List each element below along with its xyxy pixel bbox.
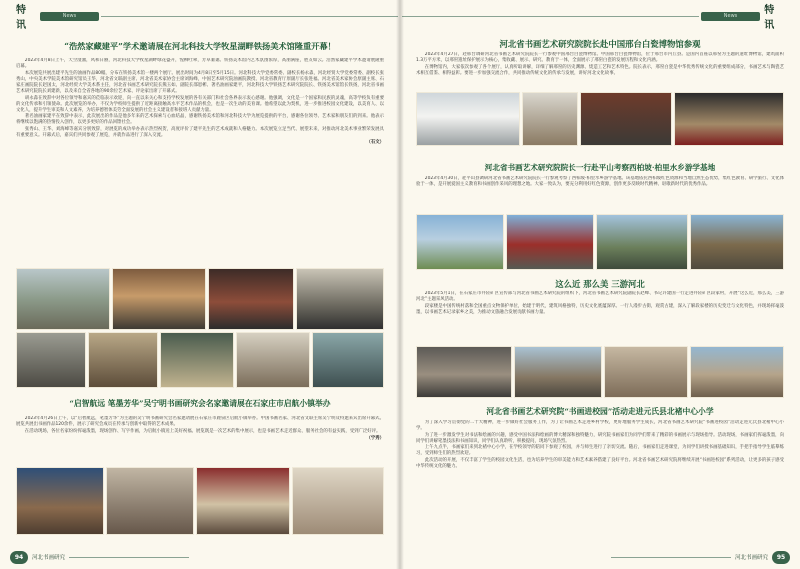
right-footer [611, 550, 790, 564]
header-rule [402, 16, 699, 17]
article-1-paragraph: 张秀山、王华、刘海峰等嘉宾分别致辞，对展览的成功举办表示热烈祝贺，高度评价了建平先生的艺术成就和人格魅力。本次展览立足当代、展望未来，对推动河北美术事业繁荣发展具有重要意义。开幕式后，嘉宾们共同参观了展览，并就作品进行了深入交流。 [16, 127, 384, 139]
exhibition-photo [160, 332, 234, 388]
right-page [400, 0, 800, 569]
article-6-paragraph: 上午九点半，书画家们来到北褚中心小学，在学校领导的陪同下参观了校园，并与师生进行了亲切交流。随后，书画家们走进课堂，为同学们讲授书画基础知识，手把手指导学生临摹练习，受到师生们的热烈欢迎。 [416, 445, 784, 457]
event-photo [292, 467, 384, 535]
article-5-paragraph: 段家楼是中国传统村落和全国重点文物保护单位，始建于明代，建筑风格独特，历史文化底蕴深厚。一行人漫步古街，观赏古建，深入了解段家楼的历史变迁与文化特色，并现场挥毫泼墨，以书画艺术记录家乡之美，为推动文旅融合发展贡献书画力量。 [416, 303, 784, 315]
left-header [12, 5, 400, 31]
article-6-title: 河北省书画艺术研究院“书画进校园”活动走进元氏县北褚中心小学 [486, 407, 714, 416]
article-5-paragraph: 2023年5月1日，在石家庄市井陉矿区宣传部与河北省书画艺术研究院的组织下，河北省书画艺术研究院副院长赵峰、书记许建国一行走进井陉矿区段家村，开展“这么近，那么美，三游河北”主题采风活动。 [416, 291, 784, 303]
exhibition-photo [312, 332, 384, 388]
scenic-photo [416, 346, 512, 398]
header-rule [101, 16, 398, 17]
page-number: 94 [10, 551, 28, 564]
article-1-paragraph: 著名油画家建平在致辞中表示，此次展出的作品是他多年来的艺术探索与心血结晶，感谢铁扬美术馆和河北科技大学为展览提供的平台，感谢各位领导、艺术家和朋友们的到来。他表示将继续以饱满的热情投入创作，以更多更好的作品回馈社会。 [16, 114, 384, 126]
article-2-title: “启智航远 笔墨芳华”吴宁明书画研究会名家邀请展在石家庄市启航小镇举办 [69, 399, 331, 408]
exhibition-photo [16, 268, 110, 330]
left-footer [10, 550, 189, 564]
article-3-paragraph: 2023年4月27日，赴邢台调研河北省书画艺术研究院院长一行参观中国邢台白瓷博物馆。中国邢台白瓷博物馆，位于邢台市内丘县。是国内首座以邢窑为主题的遗址博物馆，建筑面积1.3万平方米，以邢窑遗址保护展示为核心，集收藏、展示、研究、教育于一体，全面展示了邢窑白瓷的发展历程和文化内涵。 [416, 52, 784, 64]
article-6-body [416, 420, 784, 544]
article-1-paragraph: 2023年4月8日上午，天空澄澈，风和日丽，河北科技大学牧星湖畔绿花盛开，惺柳吐翠，芳草萋萋。铁扬美术馆内艺术氛围浓厚，高朋满座，胜友如云。浩然家藏建平学术邀请展隆重启幕。 [16, 58, 384, 70]
article-2-paragraph: 2023年4月26日上午，以“启智航远，笔墨芳华”为主题的吴宁明书画研究会名家邀请展在石家庄市鹿泉区启航小镇举办。中国书画名家、河北省文联主席吴宁明及特邀来宾出席开幕式。展览共展出书画作品120余件，展示了研究会成员在传承与创新中取得的艺术成果。 [16, 416, 384, 428]
article-4-paragraph: 2023年4月30日，赴平山县调研河北省书画艺术研究院院长一行参观考察了西柏坡·柏里水乡游学基地。该基地依托西柏坡红色资源和当地自然生态优势，集红色教育、研学旅行、文化体验于一体，是开展爱国主义教育和书画创作采风的理想之地。大家一致认为，要充分利用好红色资源，创作更多反映时代精神、讴歌新时代的优秀作品。 [416, 176, 784, 188]
footer-rule [611, 557, 731, 558]
village-photo [690, 214, 784, 270]
article-3-title: 河北省书画艺术研究院院长赴中国邢台白瓷博物馆参观 [499, 39, 701, 49]
exhibition-photo [236, 332, 310, 388]
article-6-paragraph: 此次活动的开展，不仅丰富了学生的校园文化生活，也为培养学生的审美能力和艺术素养搭建了良好平台。河北省书画艺术研究院将继续开展“书画进校园”系列活动，让更多的孩子感受中华传统文化的魅力。 [416, 458, 784, 470]
section-label: 特讯 [764, 5, 775, 31]
event-photo [106, 467, 194, 535]
header-bar: News [701, 12, 760, 21]
article-3-paragraph: 在博物馆内，大家依次参观了各个展厅，认真听取讲解，详细了解邢窑的历史渊源、烧造工艺和艺术特色。院长表示，邢窑白瓷是中华优秀传统文化的重要组成部分，书画艺术与陶瓷艺术相互借鉴、相得益彰。要进一步加强交流合作，共同推动传统文化的传承与发展，讲好河北文化故事。 [416, 64, 784, 76]
article-6-paragraph: 为了深入学习贯彻党的二十大精神，进一步做好社会服务工作，为了让书画艺术走进乡村学校，更好地服务学生成长，河北省书画艺术研究院“书画进校园”活动走进元氏县北褚中心小学。 [416, 420, 784, 432]
event-photo [16, 467, 104, 535]
article-6-paragraph: 为了进一步激发学生对书法和绘画的兴趣，感受中国书法和绘画的博大精深和独特魅力，研究院书画家们为同学们带来了精彩的书画展示与现场指导。活动现场，书画家们挥毫泼墨，向同学们讲解笔墨技法和书画知识，同学们认真聆听，积极提问，现场气氛热烈。 [416, 432, 784, 444]
article-1-body [16, 58, 384, 264]
magazine-name: 河北书画研究 [734, 555, 768, 561]
article-2-body [16, 416, 384, 464]
scenic-photo [690, 346, 784, 398]
exhibition-photo [88, 332, 158, 388]
article-1-title: “浩然家藏建平”学术邀请展在河北科技大学牧星湖畔铁扬美术馆隆重开幕！ [64, 41, 336, 51]
village-photo [416, 214, 504, 270]
museum-photo [522, 92, 578, 146]
museum-photo [416, 92, 520, 146]
magazine-name: 河北书画研究 [32, 555, 66, 561]
article-1-paragraph: 本次展览共展出建平先生的油画作品80幅，分布在铁扬美术馆一楼两个展厅。展出时间为4月8日至5月15日。河北科技大学党委常委、副校长杨永淼，河北经贸大学党委常委、副校长张秀山，中央美术学院美术馆研究馆员王华，河北省文联副主席、河北省美术家协会主席刘海峰，中国艺术研究院油画院教授、河北省教育厅原副厅长张进福。河北省美术家协会原副主席、石家庄画院院长赵国太，河北经贸大学美术系主任，河北省书画艺术研究院长熊玉如、副院长邵恩彬、著名油画家建平，河北科技大学铁扬艺术研究院院长、铁扬美术馆馆长铁扬，河北省书画艺术研究院院长刘建新，以及来自全省各地的90余位艺术家、评论家出席了开幕式。 [16, 70, 384, 94]
article-4-body [416, 176, 784, 212]
exhibition-photo [296, 268, 384, 330]
page-number: 95 [772, 551, 790, 564]
article-1-signature: （石文） [366, 140, 384, 146]
article-5-title: 这么近 那么美 三游河北 [555, 279, 645, 289]
museum-photo [674, 92, 784, 146]
exhibition-photo [208, 268, 294, 330]
footer-rule [69, 557, 189, 558]
article-2-paragraph: 在活动现场，各位名家纷纷挥毫泼墨，现场创作、写字作画，为启航小镇送上美好祝福。展览既是一次艺术的集中展示，也是书画艺术走近群众、服务社会的有益实践，受到广泛好评。 [24, 428, 381, 434]
article-4-title: 河北省书画艺术研究院院长一行赴平山考察西柏坡·柏里水乡游学基地 [484, 163, 716, 172]
article-2-signature: （宁秀） [366, 435, 384, 441]
header-bar: News [40, 12, 99, 21]
scenic-photo [604, 346, 688, 398]
exhibition-photo [16, 332, 86, 388]
scenic-photo [514, 346, 602, 398]
village-photo [596, 214, 688, 270]
museum-photo [580, 92, 672, 146]
article-5-body [416, 291, 784, 343]
page-gutter [396, 0, 404, 569]
right-header [400, 5, 788, 31]
article-3-body [416, 52, 784, 88]
event-photo [196, 467, 290, 535]
article-1-paragraph: 胡永淼在致辞中对各位领导和嘉宾的莅临表示欢迎，向一直以来关心和支持学校发展的各有关部门和社会各界表示衷心感谢。他强调，文化是一个国家和民族的灵魂，高等学校负有重要的文化传承和引领使命。此次展览的举办，不仅为学校师生提供了近距离接触高水平艺术作品的机会，也是一次生动的美育课。他希望以此为契机，进一步推进校园文化建设，以美育人、以文化人，提升学生审美和人文素养，为培养德智体美劳全面发展的社会主义建设者和接班人贡献力量。 [16, 95, 384, 113]
section-label: 特讯 [16, 5, 26, 31]
exhibition-photo [112, 268, 206, 330]
village-photo [506, 214, 594, 270]
